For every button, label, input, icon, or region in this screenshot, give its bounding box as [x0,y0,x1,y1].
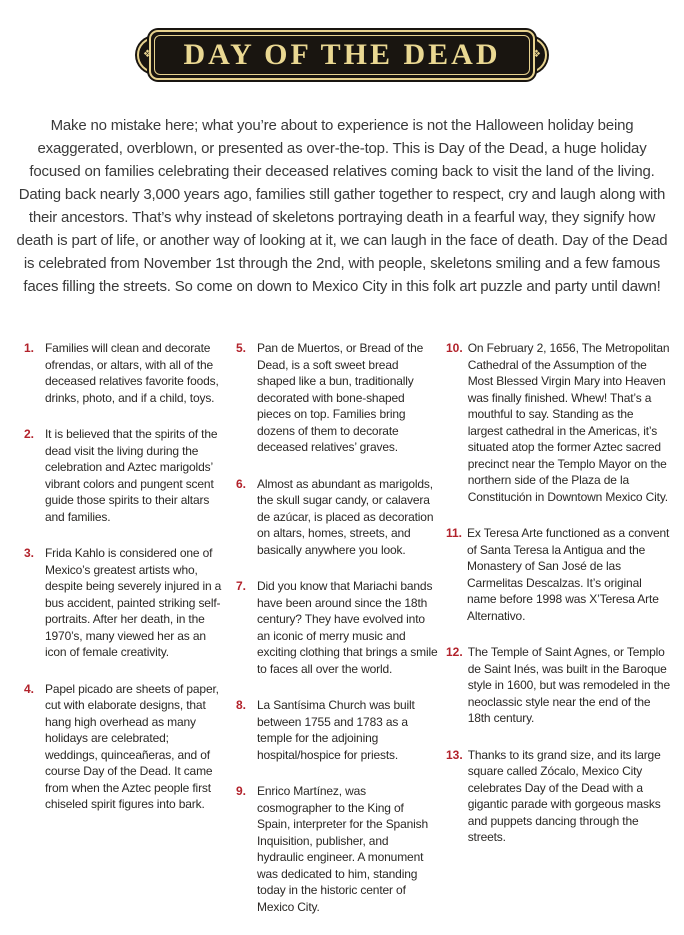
list-item [236,578,438,677]
list-item [236,783,438,915]
page-title: DAY OF THE DEAD [183,38,501,71]
fact-column-1 [24,340,222,833]
fact-list [24,340,684,935]
item-number: 5. [236,341,247,355]
banner-ornament-left-icon: ❖ [143,49,152,60]
item-number: 13. [446,747,463,762]
item-text: Papel picado are sheets of paper, cut with elaborate designs, that hang high overhead as many holidays are celebrated; weddings, quinceañeras, and of course Day of the Dead. It came from when the Aztec people first chiseled spirit figures into bark. [45,681,219,811]
list-item [446,644,670,727]
item-number: 12. [446,645,463,659]
title-banner [143,30,541,80]
banner-ornament-right-icon: ❖ [532,49,541,60]
item-number: 1. [24,341,35,355]
item-text: Enrico Martínez, was cosmographer to the King of Spain, interpreter for the Spanish Inquisition, publisher, and hydraulic engineer. A monument was dedicated to him, standing today in the historic center of Mexico City. [257,784,429,914]
list-item [236,697,438,763]
item-number: 9. [236,784,247,798]
item-text: Thanks to its grand size, and its large square called Zócalo, Mexico City celebrates Day of the Dead with a gigantic parade with gorgeous masks and puppets dancing through the streets. [467,747,661,844]
list-item [24,681,222,813]
list-item [446,747,670,846]
list-item [24,340,222,406]
item-number: 7. [236,579,247,593]
item-text: Families will clean and decorate ofrendas, or altars, with all of the deceased relatives favorite foods, drinks, photo, and if a child, toys. [45,341,219,405]
item-text: Almost as abundant as marigolds, the skull sugar candy, or calavera de azúcar, is placed as decoration on altars, homes, streets, and basically anywhere you look. [257,476,434,557]
item-number: 10. [446,341,463,355]
item-text: Pan de Muertos, or Bread of the Dead, is a soft sweet bread shaped like a bun, traditionally decorated with bone-shaped pieces on top. Families bring dozens of them to decorate deceased relatives’ graves. [257,341,424,454]
intro-paragraph: Make no mistake here; what you’re about to experience is not the Halloween holiday being exaggerated, overblown, or presented as over-the-top. This is Day of the Dead, a huge holiday focused on families celebrating their deceased relatives coming back to visit the land of the living. Dating back nearly 3,000 years ago, families still gather together to respect, cry and laugh along with their ancestors. That’s why instead of skeletons portraying death in a fearful way, they signify how death is part of life, or another way of looking at it, we can laugh in the face of death. Day of the Dead is celebrated from November 1st through the 2nd, with people, skeletons smiling and a few famous faces filling the streets. So come on down to Mexico City in this folk art puzzle and party until dawn! [16,117,668,295]
banner-container [0,0,684,80]
item-number: 2. [24,427,35,441]
item-text: Did you know that Mariachi bands have been around since the 18th century? They have evolved into an iconic of merry music and exciting clothing that brings a smile to faces all over the world. [257,579,438,676]
list-item [24,426,222,525]
item-number: 11. [446,526,463,540]
item-number: 3. [24,546,35,560]
item-text: It is believed that the spirits of the dead visit the living during the celebration and Aztec marigolds’ vibrant colors and pungent scent guide those spirits to their altars and families. [45,427,218,524]
list-item [24,545,222,661]
item-number: 6. [236,476,247,491]
item-number: 4. [24,681,35,696]
item-text: On February 2, 1656, The Metropolitan Cathedral of the Assumption of the Most Blessed Virgin Mary into Heaven was finally finished. Whew! That’s a mouthful to say. Standing as the largest cathedral in the Americas, it’s situated atop the former Aztec sacred precinct near the Templo Mayor on the northern side of the Plaza de la Constitución in Downtown Mexico City. [467,341,670,504]
item-text: The Temple of Saint Agnes, or Templo de Saint Inés, was built in the Baroque style in 1600, but was remodeled in the neoclassic style near the end of the 18th century. [467,645,670,725]
list-item [236,340,438,456]
item-text: Ex Teresa Arte functioned as a convent of Santa Teresa la Antigua and the Monastery of San José de las Carmelitas Descalzas. It’s original name before 1998 was X’Teresa Arte Alternativo. [467,526,670,623]
item-text: Frida Kahlo is considered one of Mexico’s greatest artists who, despite being severely injured in a bus accident, painted striking self-portraits. After her death, in the 1970’s, many viewed her as an icon of female creativity. [45,546,222,659]
item-text: La Santísima Church was built between 1755 and 1783 as a temple for the adjoining hospital/hospice for priests. [257,698,415,762]
fact-column-2 [236,340,438,935]
list-item [446,340,670,505]
list-item [446,525,670,624]
item-number: 8. [236,698,247,712]
banner-plaque [143,30,541,80]
list-item [236,476,438,559]
fact-column-3 [446,340,670,866]
